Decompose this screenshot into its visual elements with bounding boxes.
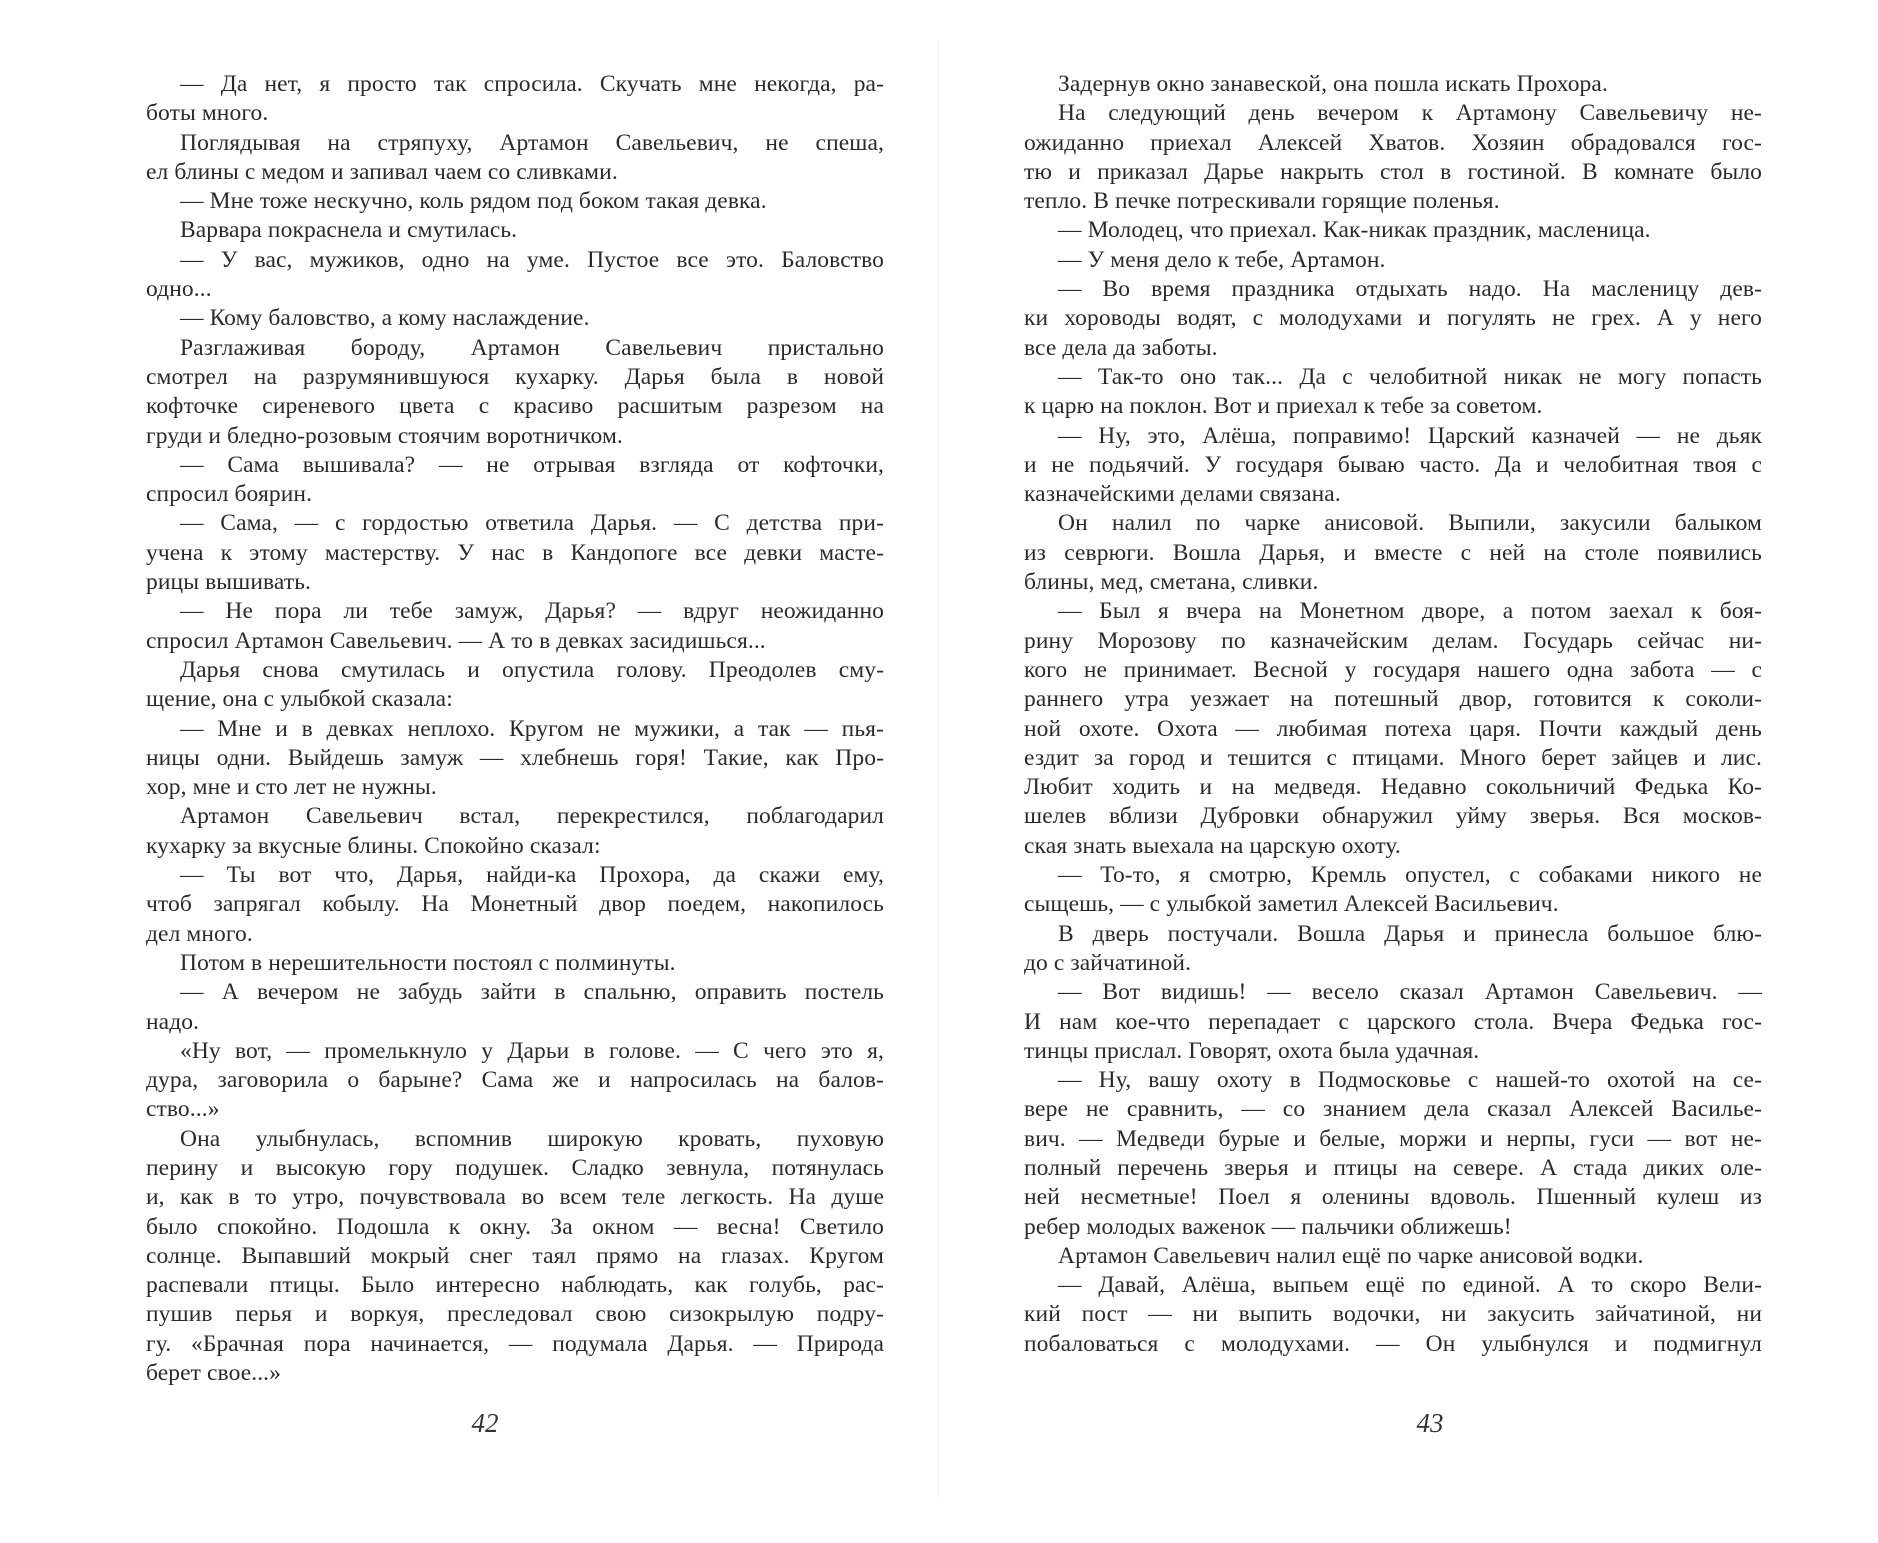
- text-line: одно...: [146, 276, 212, 303]
- text-line: Любит ходить и на медведя. Недавно сокольничий Федька Ко-: [1024, 774, 1762, 801]
- left-page: [146, 70, 884, 1430]
- text-line: — У вас, мужиков, одно на уме. Пустое все это. Баловство: [180, 246, 884, 273]
- text-line: — То-то, я смотрю, Кремль опустел, с собаками никого не: [1058, 862, 1762, 889]
- text-line: В дверь постучали. Вошла Дарья и принесла большое блю-: [1058, 920, 1762, 947]
- text-line: щение, она с улыбкой сказала:: [146, 686, 453, 713]
- text-line: Задернув окно занавеской, она пошла искать Прохора.: [1058, 71, 1608, 97]
- gutter-line: [938, 40, 939, 1500]
- text-line: хор, мне и сто лет не нужны.: [146, 774, 437, 801]
- right-page-text: [1024, 70, 1762, 1359]
- text-line: из севрюги. Вошла Дарья, и вместе с ней на столе появились: [1024, 539, 1762, 566]
- text-line: — А вечером не забудь зайти в спальню, оправить постель: [180, 979, 884, 1006]
- text-line: — Мне и в девках неплохо. Кругом не мужики, а так — пья-: [180, 715, 884, 742]
- text-line: солнце. Выпавший мокрый снег таял прямо на глазах. Кругом: [146, 1242, 884, 1269]
- text-line: распевали птицы. Было интересно наблюдать, как голубь, рас-: [146, 1272, 884, 1299]
- text-line: ницы одни. Выйдешь замуж — хлебнешь горя! Такие, как Про-: [146, 744, 884, 771]
- text-line: — Мне тоже нескучно, коль рядом под боком такая девка.: [180, 188, 767, 215]
- left-page-text: [146, 70, 884, 1388]
- text-line: кого не принимает. Весной у государя нашего одна забота — с: [1024, 656, 1762, 683]
- text-line: побаловаться с молодухами. — Он улыбнулся и подмигнул: [1024, 1330, 1762, 1357]
- text-line: берет свое...»: [146, 1360, 282, 1387]
- text-line: груди и бледно-розовым стоячим воротничком.: [146, 422, 623, 449]
- text-line: Варвара покраснела и смутилась.: [180, 217, 518, 244]
- text-line: шелев вблизи Дубровки обнаружил уйму зверья. Вся москов-: [1024, 803, 1762, 830]
- text-line: спросил Артамон Савельевич. — А то в девках засидишься...: [146, 627, 766, 654]
- text-line: Он налил по чарке анисовой. Выпили, закусили балыком: [1058, 510, 1762, 537]
- text-line: тепло. В печке потрескивали горящие поленья.: [1024, 188, 1500, 215]
- text-line: чтоб запрягал кобылу. На Монетный двор поедем, накопилось: [146, 891, 884, 918]
- text-line: дел много.: [146, 920, 253, 947]
- text-line: ел блины с медом и запивал чаем со сливками.: [146, 158, 618, 185]
- text-line: пушив перья и воркуя, преследовал свою сизокрылую подру-: [146, 1301, 884, 1328]
- text-line: — Вот видишь! — весело сказал Артамон Савельевич. —: [1058, 979, 1762, 1006]
- text-line: ки хороводы водят, с молодухами и погулять не грех. А у него: [1024, 305, 1762, 332]
- page-number-right: 43: [1416, 1408, 1444, 1438]
- text-line: рину Морозову по казначейским делам. Государь сейчас ни-: [1024, 627, 1762, 654]
- text-line: кухарку за вкусные блины. Спокойно сказал:: [146, 832, 601, 859]
- text-line: Потом в нерешительности постоял с полминуты.: [180, 949, 676, 976]
- text-line: — Во время праздника отдыхать надо. На масленицу дев-: [1058, 276, 1762, 303]
- text-line: — Был я вчера на Монетном дворе, а потом заехал к боя-: [1058, 598, 1762, 625]
- text-line: перину и высокую гору подушек. Сладко зевнула, потянулась: [146, 1154, 884, 1181]
- text-line: дура, заговорила о барыне? Сама же и напросилась на балов-: [146, 1067, 884, 1094]
- text-line: тинцы прислал. Говорят, охота была удачная.: [1024, 1037, 1480, 1064]
- text-line: ожиданно приехал Алексей Хватов. Хозяин обрадовался гос-: [1024, 129, 1762, 156]
- text-line: до с зайчатиной.: [1024, 949, 1192, 976]
- text-line: — Ну, вашу охоту в Подмосковье с нашей-то охотой на се-: [1058, 1067, 1762, 1094]
- text-line: боты много.: [146, 100, 269, 127]
- text-line: — Ты вот что, Дарья, найди-ка Прохора, да скажи ему,: [180, 862, 884, 889]
- text-line: рицы вышивать.: [146, 569, 311, 596]
- text-line: — Не пора ли тебе замуж, Дарья? — вдруг неожиданно: [180, 598, 884, 625]
- text-line: смотрел на разрумянившуюся кухарку. Дарья была в новой: [146, 363, 884, 390]
- text-line: — Молодец, что приехал. Как-никак праздник, масленица.: [1058, 217, 1651, 244]
- text-line: блины, мед, сметана, сливки.: [1024, 569, 1319, 596]
- text-line: Дарья снова смутилась и опустила голову. Преодолев сму-: [180, 656, 884, 683]
- right-page: [1024, 70, 1762, 1430]
- text-line: ство...»: [146, 1096, 220, 1123]
- text-line: ребер молодых важенок — пальчики оближешь!: [1024, 1213, 1512, 1240]
- text-line: ней несметные! Поел я оленины вдоволь. Пшенный кулеш из: [1024, 1184, 1762, 1211]
- text-line: кофточке сиреневого цвета с красиво расшитым разрезом на: [146, 393, 884, 420]
- text-line: сыщешь, — с улыбкой заметил Алексей Васильевич.: [1024, 891, 1559, 918]
- text-line: к царю на поклон. Вот и приехал к тебе за советом.: [1024, 393, 1543, 420]
- page-number-left: 42: [471, 1408, 499, 1438]
- text-line: и, как в то утро, почувствовала во всем теле легкость. На душе: [146, 1184, 884, 1211]
- text-line: и не подьячий. У государя бываю часто. Да и челобитная твоя с: [1024, 451, 1762, 478]
- text-line: гу. «Брачная пора начинается, — подумала Дарья. — Природа: [146, 1330, 884, 1357]
- text-line: Артамон Савельевич налил ещё по чарке анисовой водки.: [1058, 1242, 1644, 1269]
- text-line: Разглаживая бороду, Артамон Савельевич пристально: [180, 334, 884, 361]
- text-line: вич. — Медведи бурые и белые, моржи и нерпы, гуси — вот не-: [1024, 1125, 1762, 1152]
- text-line: На следующий день вечером к Артамону Савельевичу не-: [1058, 100, 1762, 127]
- text-line: «Ну вот, — промелькнуло у Дарьи в голове. — С чего это я,: [180, 1037, 884, 1064]
- text-line: И нам кое-что перепадает с царского стола. Вчера Федька гос-: [1024, 1008, 1762, 1035]
- text-line: ская знать выехала на царскую охоту.: [1024, 832, 1401, 859]
- text-line: — У меня дело к тебе, Артамон.: [1058, 246, 1386, 273]
- text-line: — Кому баловство, а кому наслаждение.: [180, 305, 590, 332]
- text-line: — Давай, Алёша, выпьем ещё по единой. А то скоро Вели-: [1058, 1272, 1762, 1299]
- text-line: вере не сравнить, — со знанием дела сказал Алексей Василье-: [1024, 1096, 1762, 1123]
- text-line: кий пост — ни выпить водочки, ни закусить зайчатиной, ни: [1024, 1301, 1762, 1328]
- text-line: ной охоте. Охота — любимая потеха царя. Почти каждый день: [1024, 715, 1762, 742]
- text-line: Поглядывая на стряпуху, Артамон Савельевич, не спеша,: [180, 129, 884, 156]
- text-line: — Сама вышивала? — не отрывая взгляда от кофточки,: [180, 451, 884, 478]
- text-line: раннего утра уезжает на потешный двор, готовится к соколи-: [1024, 686, 1762, 713]
- text-line: было спокойно. Подошла к окну. За окном — весна! Светило: [146, 1213, 884, 1240]
- text-line: спросил боярин.: [146, 481, 313, 508]
- text-line: — Да нет, я просто так спросила. Скучать мне некогда, ра-: [180, 71, 884, 97]
- text-line: ездит за город и тешится с птицами. Много берет зайцев и лис.: [1024, 744, 1762, 771]
- text-line: — Ну, это, Алёша, поправимо! Царский казначей — не дьяк: [1058, 422, 1762, 449]
- text-line: Она улыбнулась, вспомнив широкую кровать, пуховую: [180, 1125, 884, 1152]
- text-line: тю и приказал Дарье накрыть стол в гостиной. В комнате было: [1024, 158, 1762, 185]
- text-line: полный перечень зверья и птицы на севере. А стада диких оле-: [1024, 1154, 1762, 1181]
- text-line: все дела да заботы.: [1024, 334, 1218, 361]
- text-line: Артамон Савельевич встал, перекрестился, поблагодарил: [180, 803, 884, 830]
- text-line: казначейскими делами связана.: [1024, 481, 1341, 508]
- text-line: учена к этому мастерству. У нас в Кандопоге все девки масте-: [146, 539, 884, 566]
- text-line: — Так-то оно так... Да с челобитной никак не могу попасть: [1058, 363, 1762, 390]
- text-line: — Сама, — с гордостью ответила Дарья. — С детства при-: [180, 510, 884, 537]
- text-line: надо.: [146, 1008, 200, 1035]
